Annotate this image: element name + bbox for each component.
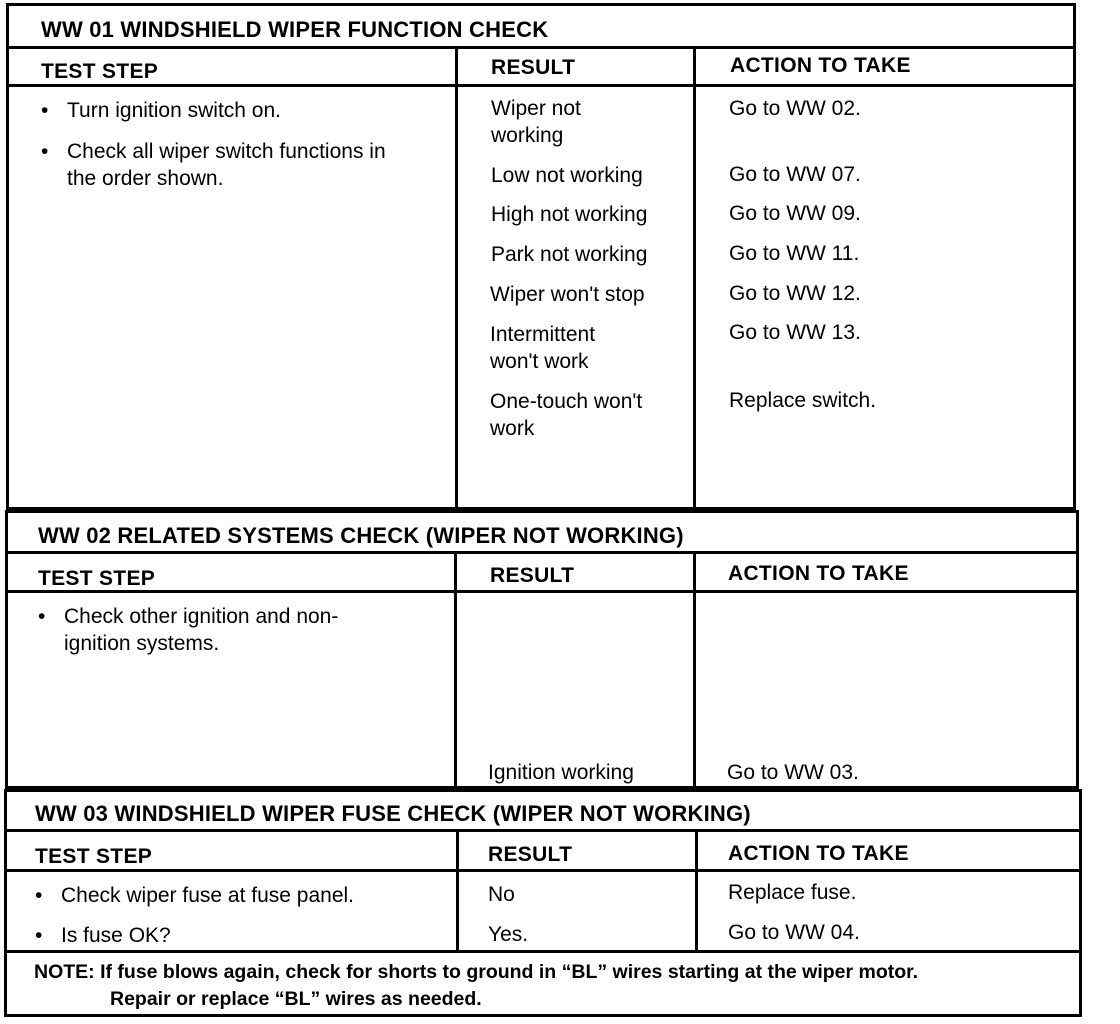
section-ww02 <box>5 510 1079 789</box>
divider <box>7 950 1079 953</box>
action-cell: Go to WW 11. <box>729 242 860 265</box>
header-test-step: TEST STEP <box>35 845 153 868</box>
result-cell: High not working <box>491 203 648 226</box>
divider <box>8 590 1076 593</box>
result-cell: Yes. <box>488 923 529 946</box>
header-result: RESULT <box>491 56 576 79</box>
result-cell: Wiper not <box>491 97 581 120</box>
result-cell: Park not working <box>491 243 648 266</box>
column-divider <box>454 551 457 786</box>
divider <box>8 551 1076 554</box>
header-result: RESULT <box>488 843 573 866</box>
result-cell: working <box>491 124 564 147</box>
header-test-step: TEST STEP <box>41 60 159 83</box>
divider <box>7 869 1079 872</box>
section-title: WW 03 WINDSHIELD WIPER FUSE CHECK (WIPER NOT WORKING) <box>35 801 751 826</box>
column-divider <box>693 551 696 786</box>
test-step-item: • Check wiper fuse at fuse panel. <box>61 882 354 909</box>
header-action: ACTION TO TAKE <box>730 54 911 77</box>
result-cell: No <box>488 883 515 906</box>
header-result: RESULT <box>490 564 575 587</box>
test-step-item-cont: ignition systems. <box>64 632 220 655</box>
header-test-step: TEST STEP <box>38 567 156 590</box>
result-cell: won't work <box>490 350 589 373</box>
header-action: ACTION TO TAKE <box>728 842 909 865</box>
result-cell: One-touch won't <box>490 390 643 413</box>
section-title: WW 01 WINDSHIELD WIPER FUNCTION CHECK <box>41 17 549 42</box>
result-cell: Low not working <box>491 164 643 187</box>
action-cell: Go to WW 12. <box>729 282 861 305</box>
test-step-item: • Check all wiper switch functions in <box>67 138 386 165</box>
note-line: NOTE: If fuse blows again, check for shorts to ground in “BL” wires starting at the wiper motor. <box>34 961 919 983</box>
result-cell: Wiper won't stop <box>490 283 645 306</box>
result-cell: work <box>490 417 535 440</box>
column-divider <box>693 46 696 507</box>
test-step-item-cont: the order shown. <box>67 167 224 190</box>
divider <box>7 829 1079 832</box>
column-divider <box>456 829 459 950</box>
divider <box>9 46 1073 49</box>
action-cell: Go to WW 09. <box>729 202 861 225</box>
result-cell: Ignition working <box>488 761 634 784</box>
action-cell: Go to WW 03. <box>727 761 859 784</box>
test-step-item: • Check other ignition and non- <box>64 603 338 630</box>
column-divider <box>455 46 458 507</box>
section-ww03 <box>4 789 1082 1017</box>
section-title: WW 02 RELATED SYSTEMS CHECK (WIPER NOT WORKING) <box>38 523 684 548</box>
header-action: ACTION TO TAKE <box>728 562 909 585</box>
note-line-cont: Repair or replace “BL” wires as needed. <box>110 988 482 1010</box>
action-cell: Go to WW 07. <box>729 163 861 186</box>
test-step-item: • Is fuse OK? <box>61 922 171 949</box>
result-cell: Intermittent <box>490 323 596 346</box>
section-ww01 <box>6 3 1076 510</box>
action-cell: Go to WW 04. <box>728 921 860 944</box>
divider <box>9 84 1073 87</box>
test-step-item: • Turn ignition switch on. <box>67 97 281 124</box>
action-cell: Go to WW 02. <box>729 97 861 120</box>
action-cell: Replace fuse. <box>728 881 857 904</box>
action-cell: Go to WW 13. <box>729 321 861 344</box>
column-divider <box>695 829 698 950</box>
action-cell: Replace switch. <box>729 389 877 412</box>
